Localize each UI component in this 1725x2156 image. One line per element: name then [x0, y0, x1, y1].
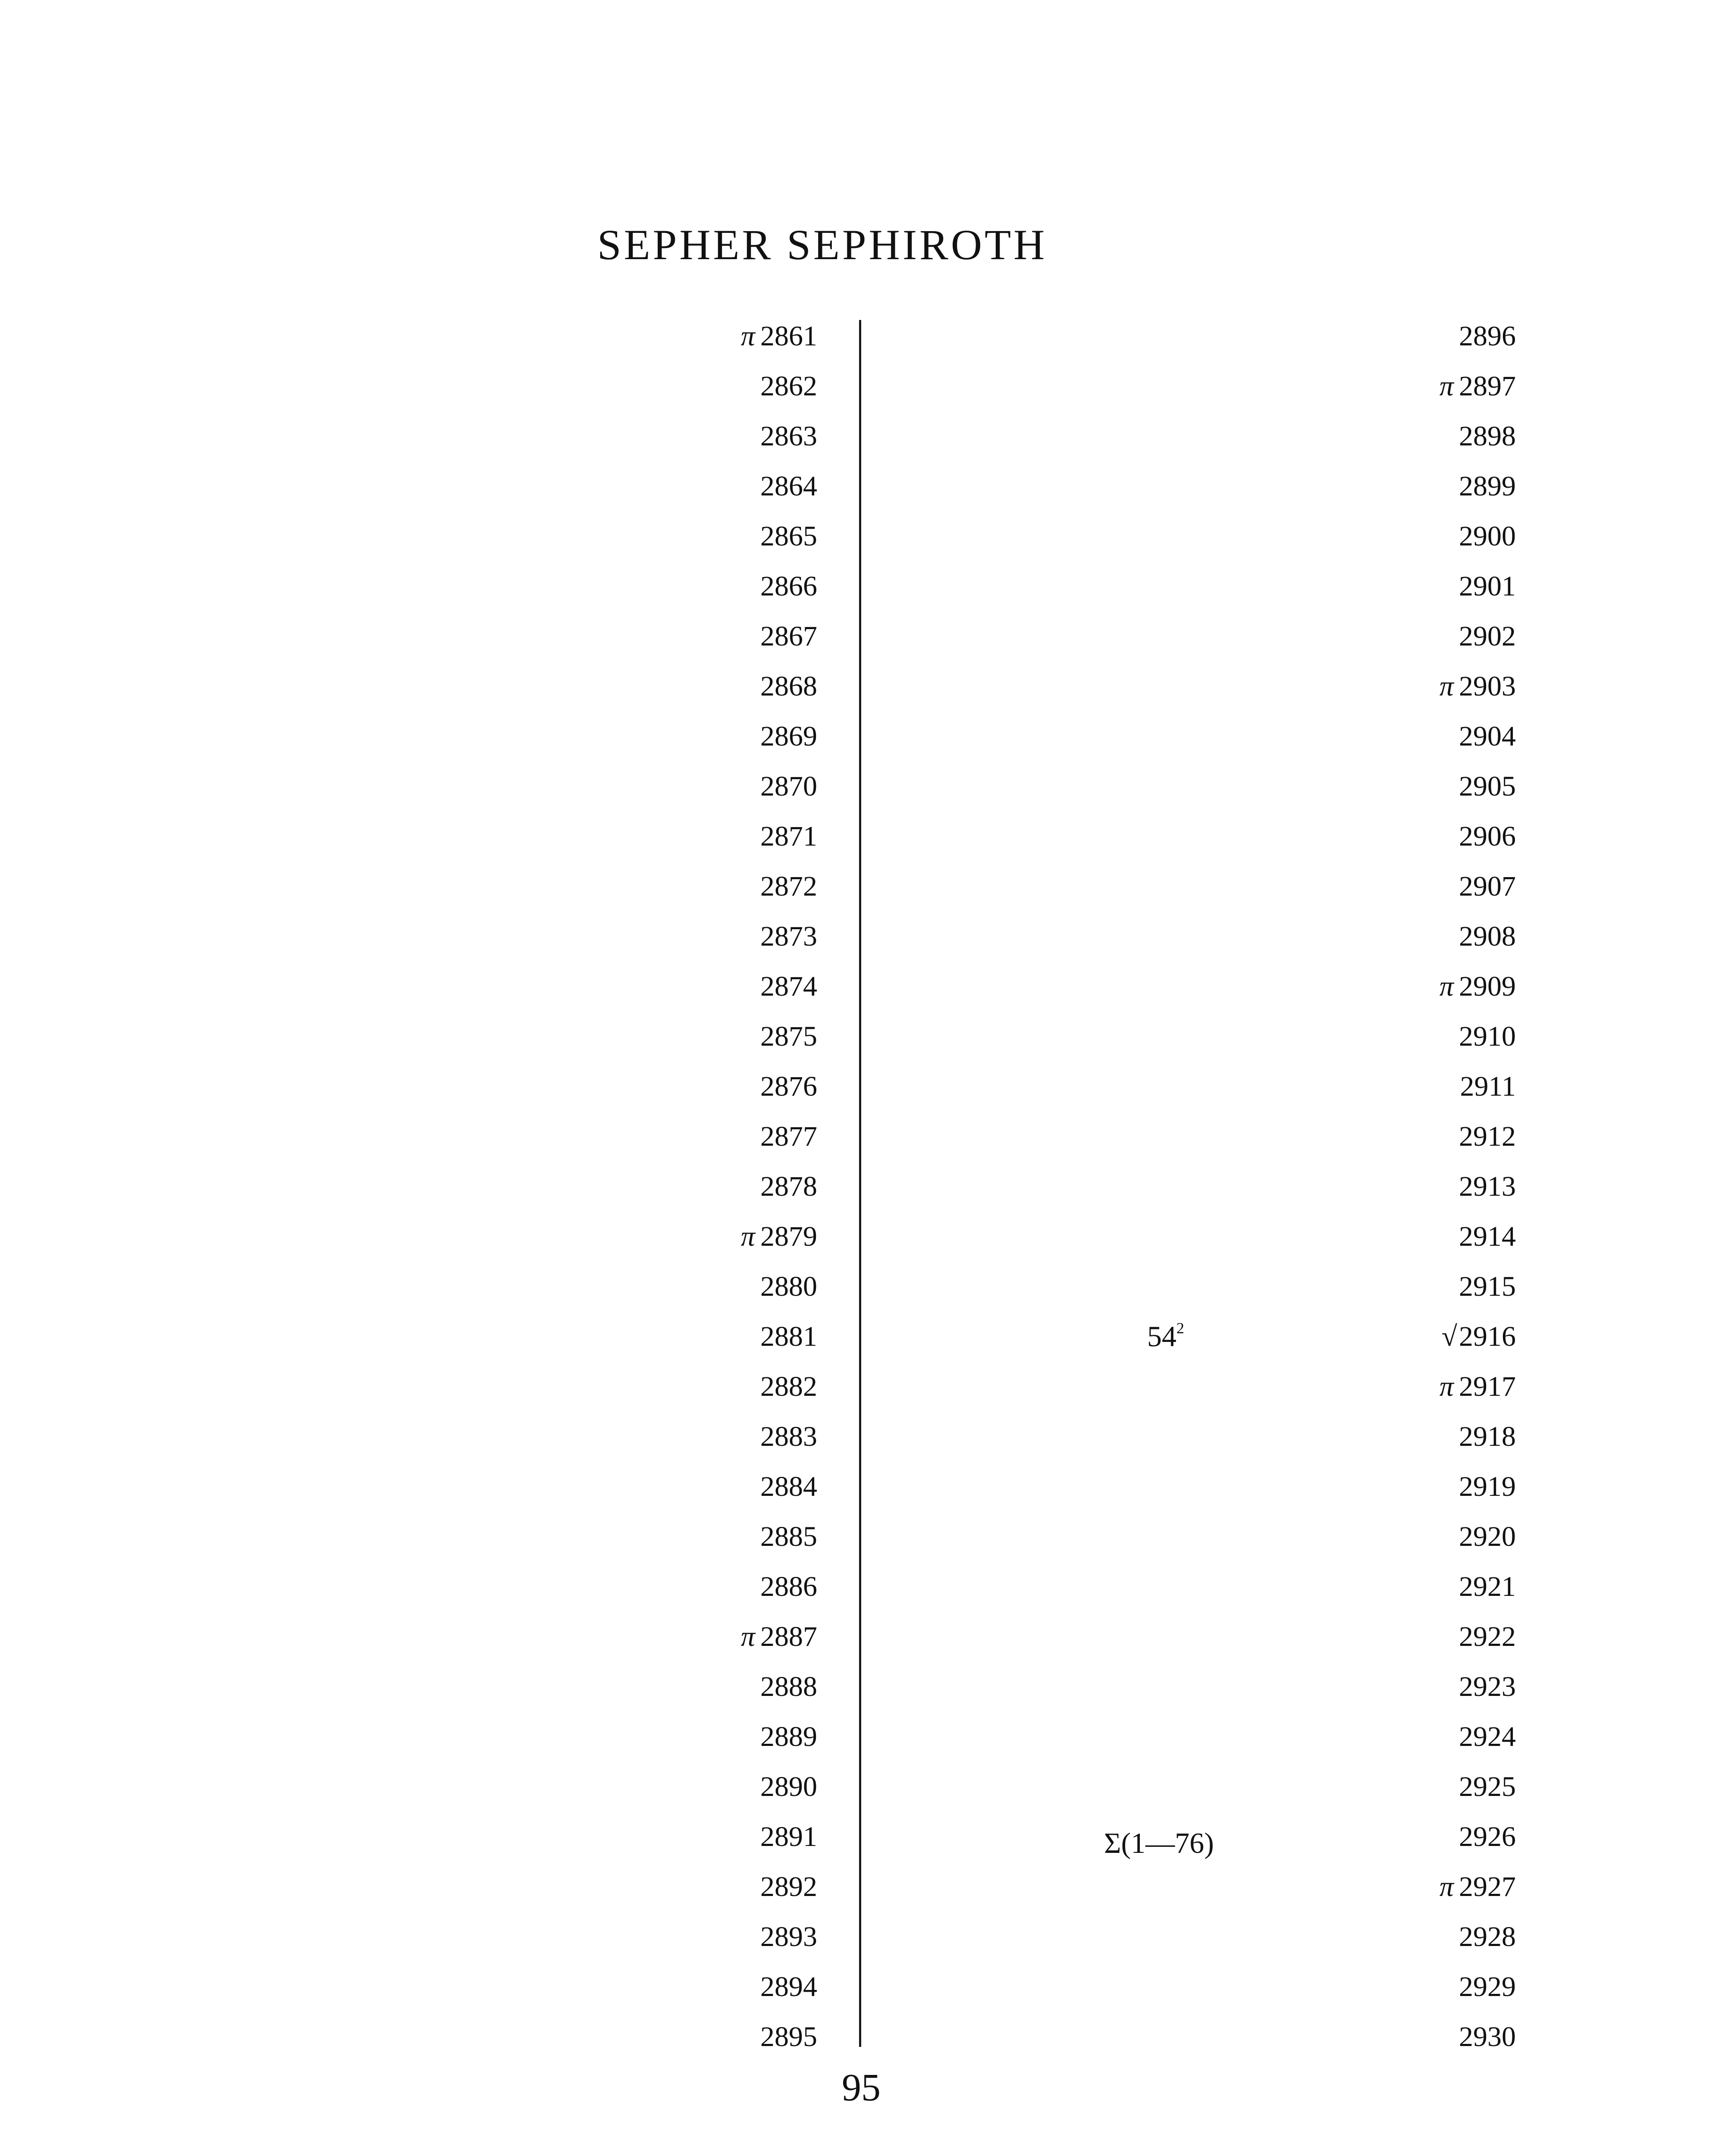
- entry-number: 2890: [760, 1771, 817, 1802]
- entry-number: 2883: [760, 1421, 817, 1452]
- right-column-entry: [1442, 1317, 1516, 1356]
- right-column-entry: [1459, 1968, 1516, 2006]
- entry-number: 2867: [760, 620, 817, 652]
- entry-number: 2894: [760, 1971, 817, 2002]
- entry-number: 2921: [1459, 1571, 1516, 1602]
- entry-number: 2865: [760, 520, 817, 552]
- entry-number: 2885: [760, 1521, 817, 1552]
- right-column-entry: [1459, 2018, 1516, 2056]
- left-column-entry: [760, 867, 817, 906]
- entry-number: 2872: [760, 871, 817, 902]
- right-column-entry: [1440, 667, 1516, 706]
- entry-number: 2900: [1459, 520, 1516, 552]
- entry-number: 2927: [1459, 1871, 1516, 1902]
- entry-number: 2930: [1459, 2021, 1516, 2053]
- entry-number: 2905: [1459, 771, 1516, 802]
- pi-mark: π: [1439, 1371, 1454, 1402]
- right-column-entry: [1459, 1818, 1516, 1856]
- left-column-entry: [760, 1167, 817, 1206]
- right-column-entry: [1459, 1918, 1516, 1956]
- right-column-entry: [1459, 1217, 1516, 1256]
- right-column-entry: [1440, 1868, 1516, 1906]
- right-column-entry: [1459, 1567, 1516, 1606]
- entry-number: 2913: [1459, 1171, 1516, 1202]
- entry-number: 2873: [760, 921, 817, 952]
- entry-number: 2892: [760, 1871, 817, 1902]
- right-column-entry: [1459, 767, 1516, 806]
- pi-mark: π: [1439, 370, 1454, 402]
- right-column-entry: [1459, 1267, 1516, 1306]
- right-column-entry: [1459, 1517, 1516, 1556]
- entry-number: 2884: [760, 1471, 817, 1502]
- left-column-entry: [760, 1868, 817, 1906]
- pi-mark: π: [1439, 971, 1454, 1002]
- entry-number: 2893: [760, 1921, 817, 1952]
- entry-number: 2922: [1459, 1621, 1516, 1652]
- page-number: 95: [842, 2066, 881, 2109]
- entry-number: 2901: [1459, 570, 1516, 602]
- left-column-entry: [760, 467, 817, 506]
- entry-number: 2896: [1459, 320, 1516, 352]
- right-column-entry: [1459, 317, 1516, 356]
- entry-number: 2862: [760, 370, 817, 402]
- left-column-entry: [760, 967, 817, 1006]
- left-column-entry: [741, 1617, 817, 1656]
- entry-number: 2879: [760, 1221, 817, 1252]
- pi-mark: π: [740, 1221, 755, 1252]
- right-column-entry: [1459, 917, 1516, 956]
- entry-number: 2887: [760, 1621, 817, 1652]
- entry-number: 2877: [760, 1121, 817, 1152]
- left-column-entry: [760, 567, 817, 606]
- entry-number: 2908: [1459, 921, 1516, 952]
- entry-number: 2874: [760, 971, 817, 1002]
- pi-mark: π: [1439, 671, 1454, 702]
- left-column-entry: [760, 1968, 817, 2006]
- entry-number: 2876: [760, 1071, 817, 1102]
- entry-number: 2870: [760, 771, 817, 802]
- left-column-entry: [760, 1818, 817, 1856]
- entry-number: 2869: [760, 721, 817, 752]
- left-column-entry: [760, 1417, 817, 1456]
- entry-number: 2888: [760, 1671, 817, 1702]
- right-column-entry: [1459, 1017, 1516, 1056]
- entry-number: 2926: [1459, 1821, 1516, 1852]
- entry-number: 2899: [1459, 470, 1516, 502]
- square-exponent: 2: [1176, 1319, 1184, 1337]
- pi-mark: π: [740, 1621, 755, 1652]
- entry-number: 2863: [760, 420, 817, 452]
- entry-number: 2902: [1459, 620, 1516, 652]
- entry-number: 2918: [1459, 1421, 1516, 1452]
- entry-number: 2925: [1459, 1771, 1516, 1802]
- entry-number: 2916: [1459, 1321, 1516, 1352]
- left-column-entry: [760, 1517, 817, 1556]
- entry-number: 2907: [1459, 871, 1516, 902]
- left-column-entry: [760, 1017, 817, 1056]
- right-column-entry: [1460, 1067, 1516, 1106]
- entry-number: 2923: [1459, 1671, 1516, 1702]
- entry-number: 2897: [1459, 370, 1516, 402]
- entry-number: 2878: [760, 1171, 817, 1202]
- right-column-entry: [1459, 1717, 1516, 1756]
- right-column-entry: [1459, 617, 1516, 656]
- right-column-entry: [1459, 1617, 1516, 1656]
- left-column-entry: [760, 717, 817, 756]
- column-divider: [859, 320, 861, 2047]
- left-column-entry: [741, 317, 817, 356]
- square-root-mark: √: [1441, 1321, 1457, 1352]
- entry-number: 2915: [1459, 1271, 1516, 1302]
- square-note: [1147, 1319, 1184, 1354]
- right-column-entry: [1440, 967, 1516, 1006]
- right-column-entry: [1459, 1117, 1516, 1156]
- left-column-entry: [760, 617, 817, 656]
- left-column-entry: [760, 1267, 817, 1306]
- entry-number: 2929: [1459, 1971, 1516, 2002]
- right-column-entry: [1459, 1667, 1516, 1706]
- left-column-entry: [760, 1567, 817, 1606]
- entry-number: 2909: [1459, 971, 1516, 1002]
- right-column-entry: [1459, 1767, 1516, 1806]
- left-column-entry: [760, 1767, 817, 1806]
- right-column-entry: [1459, 817, 1516, 856]
- right-column-entry: [1459, 1167, 1516, 1206]
- entry-number: 2882: [760, 1371, 817, 1402]
- left-column-entry: [760, 1067, 817, 1106]
- entry-number: 2889: [760, 1721, 817, 1752]
- right-column-entry: [1440, 367, 1516, 406]
- pi-mark: π: [1439, 1871, 1454, 1902]
- left-column-entry: [741, 1217, 817, 1256]
- left-column-entry: [760, 917, 817, 956]
- entry-number: 2919: [1459, 1471, 1516, 1502]
- right-column-entry: [1459, 467, 1516, 506]
- left-column-entry: [760, 367, 817, 406]
- sum-note: Σ(1—76): [1104, 1827, 1214, 1859]
- left-column-entry: [760, 417, 817, 456]
- entry-number: 2861: [760, 320, 817, 352]
- left-column-entry: [760, 817, 817, 856]
- entry-number: 2917: [1459, 1371, 1516, 1402]
- entry-number: 2914: [1459, 1221, 1516, 1252]
- left-column-entry: [760, 1317, 817, 1356]
- left-column-entry: [760, 1717, 817, 1756]
- entry-number: 2906: [1459, 821, 1516, 852]
- right-column-entry: [1459, 567, 1516, 606]
- left-column-entry: [760, 1667, 817, 1706]
- right-column-entry: [1459, 417, 1516, 456]
- entry-number: 2910: [1459, 1021, 1516, 1052]
- entry-number: 2864: [760, 470, 817, 502]
- entry-number: 2903: [1459, 671, 1516, 702]
- entry-number: 2871: [760, 821, 817, 852]
- entry-number: 2866: [760, 570, 817, 602]
- right-column-entry: [1459, 1417, 1516, 1456]
- left-column-entry: [760, 1367, 817, 1406]
- left-column-entry: [760, 667, 817, 706]
- entry-number: 2891: [760, 1821, 817, 1852]
- right-column-entry: [1459, 1467, 1516, 1506]
- entry-number: 2920: [1459, 1521, 1516, 1552]
- entry-number: 2880: [760, 1271, 817, 1302]
- entry-number: 2895: [760, 2021, 817, 2053]
- right-column-entry: [1459, 517, 1516, 556]
- entry-number: 2904: [1459, 721, 1516, 752]
- left-column-entry: [760, 1117, 817, 1156]
- right-column-entry: [1459, 867, 1516, 906]
- entry-number: 2912: [1459, 1121, 1516, 1152]
- entry-number: 2886: [760, 1571, 817, 1602]
- entry-number: 2898: [1459, 420, 1516, 452]
- entry-number: 2868: [760, 671, 817, 702]
- left-column-entry: [760, 517, 817, 556]
- pi-mark: π: [740, 320, 755, 352]
- left-column-entry: [760, 1918, 817, 1956]
- entry-number: 2881: [760, 1321, 817, 1352]
- left-column-entry: [760, 1467, 817, 1506]
- entry-number: 2924: [1459, 1721, 1516, 1752]
- left-column-entry: [760, 767, 817, 806]
- left-column-entry: [760, 2018, 817, 2056]
- right-column-entry: [1459, 717, 1516, 756]
- entry-number: 2928: [1459, 1921, 1516, 1952]
- entry-number: 2911: [1460, 1071, 1516, 1102]
- page-title: SEPHER SEPHIROTH: [597, 221, 1048, 269]
- entry-number: 2875: [760, 1021, 817, 1052]
- square-base: 54: [1147, 1320, 1176, 1353]
- right-column-entry: [1440, 1367, 1516, 1406]
